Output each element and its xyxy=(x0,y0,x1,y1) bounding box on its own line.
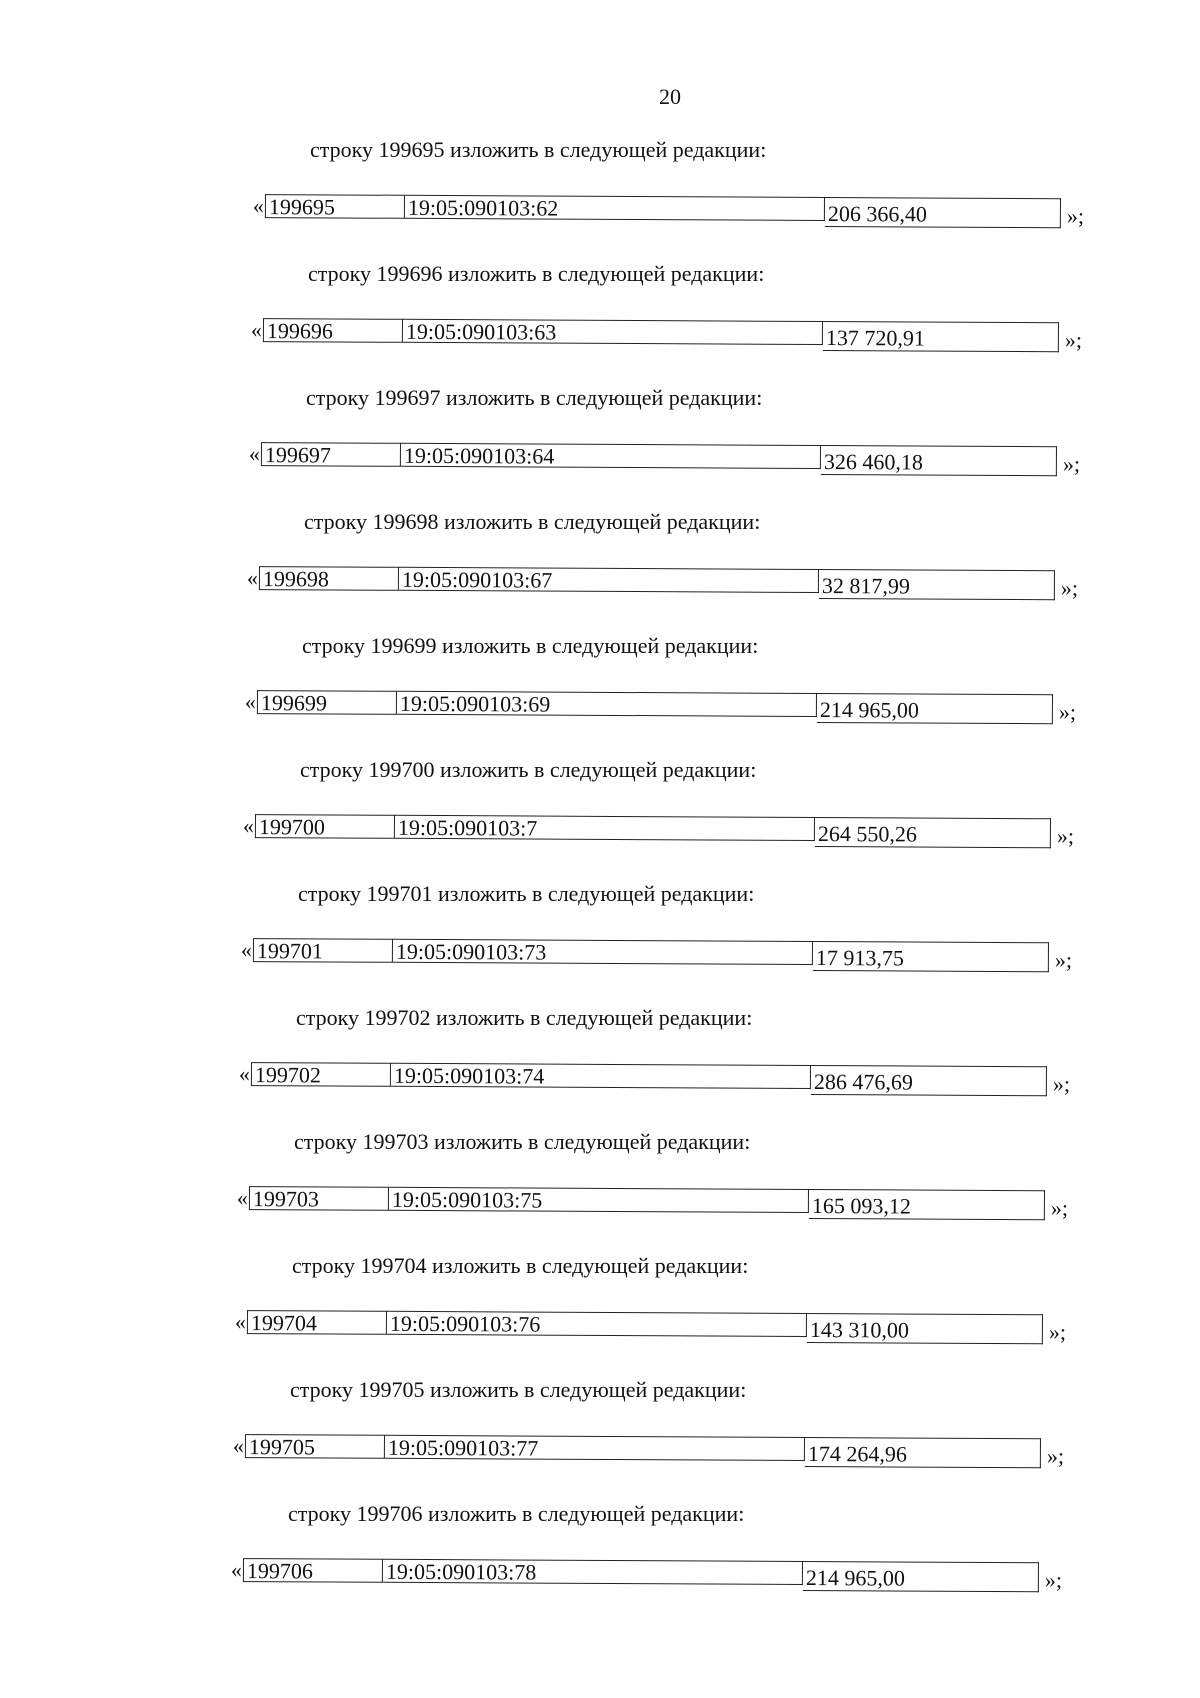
closing-quote: »; xyxy=(1060,575,1079,601)
table-row xyxy=(244,565,1079,601)
value-cell: 174 264,96 xyxy=(805,1437,1041,1468)
amendment-entry xyxy=(0,136,1200,260)
opening-quote: « xyxy=(238,1061,251,1087)
closing-quote: »; xyxy=(1052,1071,1071,1097)
opening-quote: « xyxy=(232,1433,245,1459)
amendment-entry xyxy=(0,756,1200,880)
opening-quote: « xyxy=(242,813,255,839)
table-row xyxy=(240,813,1075,849)
closing-quote: »; xyxy=(1048,1319,1067,1345)
amendment-instruction: строку 199702 изложить в следующей редакции: xyxy=(296,1005,753,1030)
row-number-cell: 199699 xyxy=(257,690,397,715)
closing-quote: »; xyxy=(1056,823,1075,849)
table-row xyxy=(246,441,1081,477)
cadastral-number-cell: 19:05:090103:73 xyxy=(393,939,813,965)
amendment-entry xyxy=(0,1252,1200,1376)
value-cell: 32 817,99 xyxy=(819,569,1055,600)
row-number-cell: 199698 xyxy=(259,566,399,591)
opening-quote: « xyxy=(244,689,257,715)
row-number-cell: 199705 xyxy=(245,1434,385,1459)
amendment-instruction: строку 199704 изложить в следующей редакции: xyxy=(292,1253,749,1278)
row-number-cell: 199697 xyxy=(261,442,401,467)
closing-quote: »; xyxy=(1046,1443,1065,1469)
table-row xyxy=(230,1433,1065,1469)
amendment-instruction: строку 199699 изложить в следующей редакции: xyxy=(302,633,759,658)
table-row xyxy=(250,193,1085,229)
amendment-instruction: строку 199705 изложить в следующей редакции: xyxy=(290,1377,747,1402)
amendment-list xyxy=(0,136,1200,1624)
amendment-entry xyxy=(0,1500,1200,1624)
closing-quote: »; xyxy=(1054,947,1073,973)
closing-quote: »; xyxy=(1050,1195,1069,1221)
row-number-cell: 199700 xyxy=(255,814,395,839)
value-cell: 137 720,91 xyxy=(823,321,1059,352)
opening-quote: « xyxy=(236,1185,249,1211)
amendment-instruction: строку 199695 изложить в следующей редакции: xyxy=(310,137,767,162)
cadastral-number-cell: 19:05:090103:62 xyxy=(405,195,825,221)
opening-quote: « xyxy=(240,937,253,963)
amendment-entry xyxy=(0,880,1200,1004)
amendment-instruction: строку 199696 изложить в следующей редакции: xyxy=(308,261,765,286)
opening-quote: « xyxy=(252,193,265,219)
cadastral-number-cell: 19:05:090103:78 xyxy=(383,1559,803,1585)
table-row xyxy=(232,1309,1067,1345)
cadastral-number-cell: 19:05:090103:75 xyxy=(389,1187,809,1213)
row-number-cell: 199704 xyxy=(247,1310,387,1335)
cadastral-number-cell: 19:05:090103:7 xyxy=(395,815,815,841)
value-cell: 143 310,00 xyxy=(807,1313,1043,1344)
opening-quote: « xyxy=(234,1309,247,1335)
value-cell: 264 550,26 xyxy=(815,817,1051,848)
value-cell: 206 366,40 xyxy=(825,197,1061,228)
value-cell: 165 093,12 xyxy=(809,1189,1045,1220)
closing-quote: »; xyxy=(1062,451,1081,477)
amendment-entry xyxy=(0,384,1200,508)
amendment-instruction: строку 199698 изложить в следующей редакции: xyxy=(304,509,761,534)
table-row xyxy=(238,937,1073,973)
amendment-instruction: строку 199701 изложить в следующей редакции: xyxy=(298,881,755,906)
value-cell: 286 476,69 xyxy=(811,1065,1047,1096)
table-row xyxy=(234,1185,1069,1221)
table-row xyxy=(228,1557,1063,1593)
opening-quote: « xyxy=(230,1557,243,1583)
amendment-entry xyxy=(0,632,1200,756)
amendment-instruction: строку 199700 изложить в следующей редакции: xyxy=(300,757,757,782)
cadastral-number-cell: 19:05:090103:67 xyxy=(399,567,819,593)
cadastral-number-cell: 19:05:090103:76 xyxy=(387,1311,807,1337)
amendment-entry xyxy=(0,1004,1200,1128)
amendment-instruction: строку 199697 изложить в следующей редакции: xyxy=(306,385,763,410)
closing-quote: »; xyxy=(1066,203,1085,229)
amendment-entry xyxy=(0,1376,1200,1500)
value-cell: 214 965,00 xyxy=(817,693,1053,724)
opening-quote: « xyxy=(248,441,261,467)
cadastral-number-cell: 19:05:090103:69 xyxy=(397,691,817,717)
table-row xyxy=(248,317,1083,353)
value-cell: 17 913,75 xyxy=(813,941,1049,972)
cadastral-number-cell: 19:05:090103:64 xyxy=(401,443,821,469)
closing-quote: »; xyxy=(1044,1567,1063,1593)
row-number-cell: 199695 xyxy=(265,194,405,219)
cadastral-number-cell: 19:05:090103:77 xyxy=(385,1435,805,1461)
row-number-cell: 199702 xyxy=(251,1062,391,1087)
amendment-entry xyxy=(0,260,1200,384)
row-number-cell: 199703 xyxy=(249,1186,389,1211)
table-row xyxy=(242,689,1077,725)
amendment-entry xyxy=(0,1128,1200,1252)
table-row xyxy=(236,1061,1071,1097)
amendment-instruction: строку 199703 изложить в следующей редакции: xyxy=(294,1129,751,1154)
row-number-cell: 199696 xyxy=(263,318,403,343)
closing-quote: »; xyxy=(1064,327,1083,353)
closing-quote: »; xyxy=(1058,699,1077,725)
amendment-entry xyxy=(0,508,1200,632)
opening-quote: « xyxy=(246,565,259,591)
row-number-cell: 199701 xyxy=(253,938,393,963)
cadastral-number-cell: 19:05:090103:63 xyxy=(403,319,823,345)
opening-quote: « xyxy=(250,317,263,343)
page-number: 20 xyxy=(659,84,681,109)
value-cell: 326 460,18 xyxy=(821,445,1057,476)
row-number-cell: 199706 xyxy=(243,1558,383,1583)
cadastral-number-cell: 19:05:090103:74 xyxy=(391,1063,811,1089)
value-cell: 214 965,00 xyxy=(803,1561,1039,1592)
amendment-instruction: строку 199706 изложить в следующей редакции: xyxy=(288,1501,745,1526)
